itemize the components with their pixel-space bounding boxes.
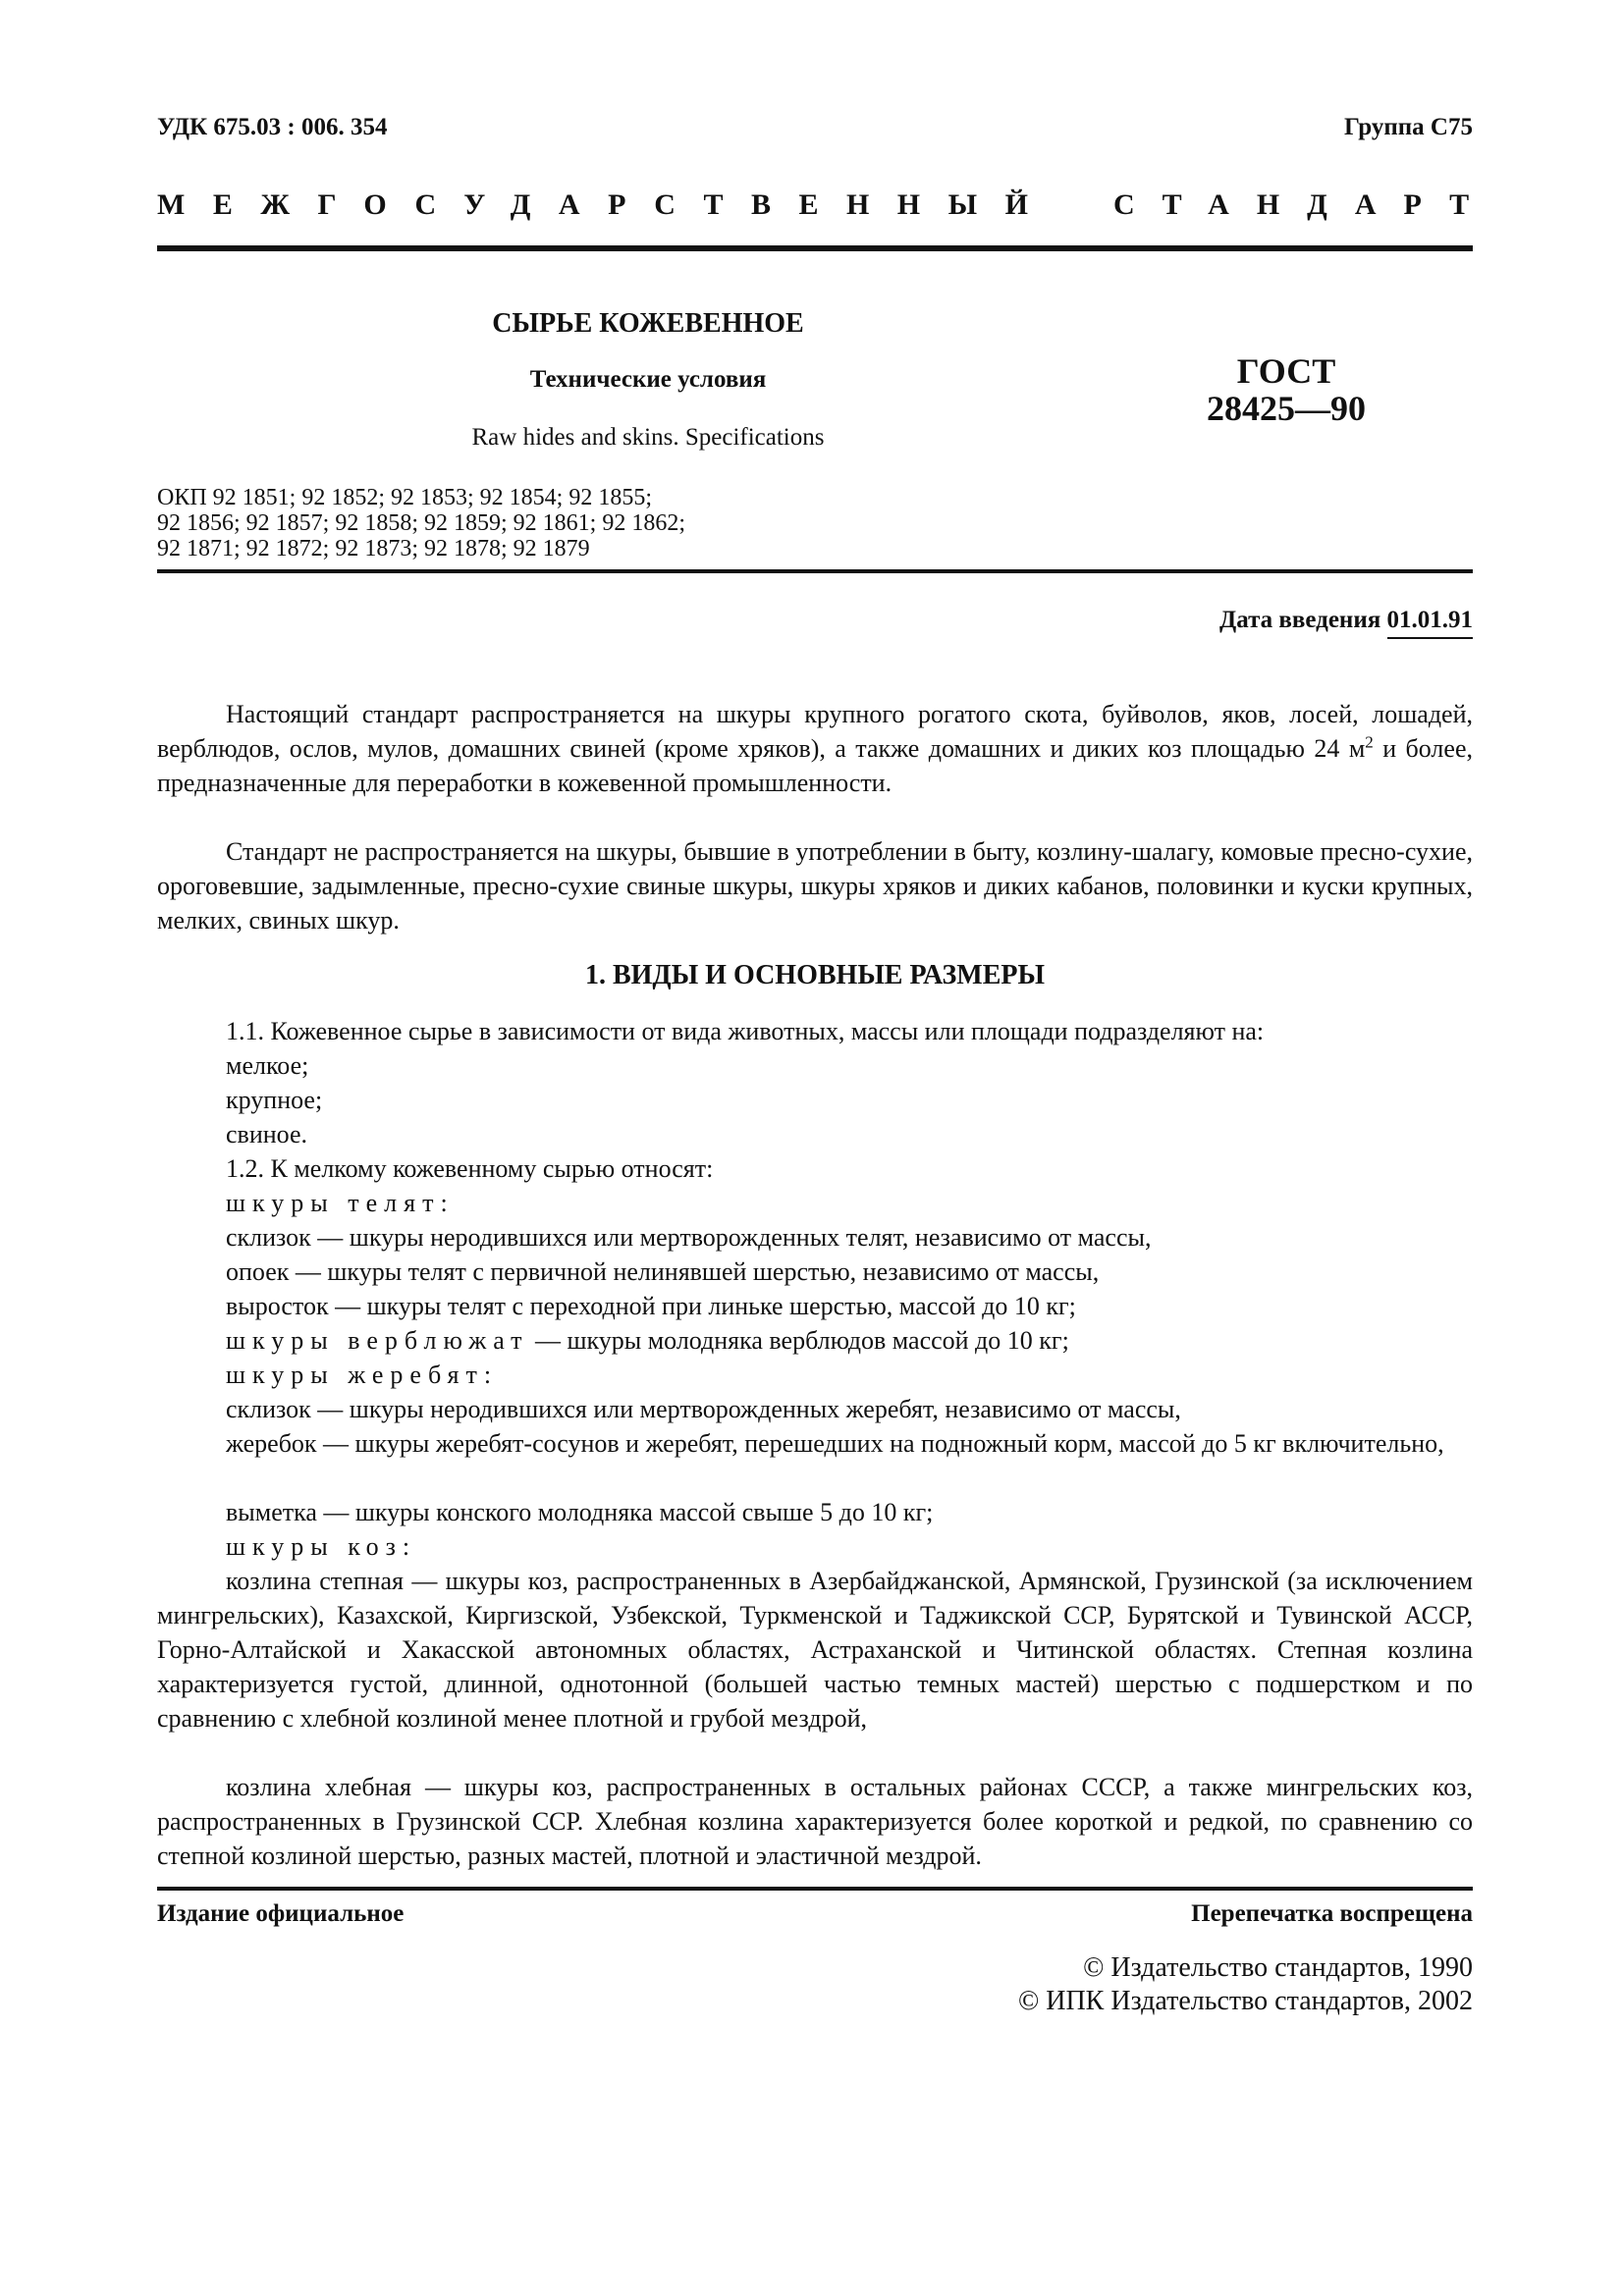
reprint-prohibited: Перепечатка воспрещена (1191, 1900, 1473, 1927)
title-rule (157, 569, 1473, 573)
gost-number: 28425—90 (1207, 389, 1366, 428)
date-label: Дата введения (1219, 607, 1381, 633)
intro-text: и более, предназначенные для переработки в кожевенной промышленности. (157, 734, 1473, 797)
paragraph-zherebok: жеребок — шкуры жеребят-сосунов и жеребят, перешедших на подножный корм, массой до 5 кг включительно, (226, 1429, 1444, 1458)
category-foals: шкуры жеребят: (226, 1361, 499, 1389)
paragraph-steppe-goat: козлина степная — шкуры коз, распространенных в Азербайджанской, Армянской, Грузинской (за исключением мингрельских), Казахской, Киргизской, Узбекской, Туркменской и Таджикской ССР, Бурятской и Тувинской АССР, Горно-Алтайской и Хакасской автономных областях, Астраханской и Читинской областях. Степная козлина характеризуется густой, длинной, однотонной (большей частью темных мастей) шерстью с подшерстком и по сравнению с хлебной козлиной менее плотной и грубой мездрой, (157, 1567, 1473, 1733)
list-item: мелкое; (226, 1051, 309, 1080)
intro-paragraph-2: Стандарт не распространяется на шкуры, бывшие в употреблении в быту, козлину-шалагу, комовые пресно-сухие, ороговевшие, задымленные, пресно-сухие свиные шкуры, шкуры хряков и диких кабанов, половинки и куски крупных, мелких, свиных шкур. (157, 837, 1473, 934)
category-goats: шкуры коз: (226, 1532, 417, 1561)
okp-line: 92 1871; 92 1872; 92 1873; 92 1878; 92 1879 (157, 536, 590, 561)
series-left: МЕЖГОСУДАРСТВЕННЫЙ (157, 188, 1056, 221)
superscript: 2 (1365, 732, 1374, 752)
copyright-line: © ИПК Издательство стандартов, 2002 (1017, 1986, 1473, 2016)
section-heading: 1. ВИДЫ И ОСНОВНЫЕ РАЗМЕРЫ (584, 960, 1046, 990)
okp-line: 92 1856; 92 1857; 92 1858; 92 1859; 92 1861; 92 1862; (157, 510, 686, 536)
list-item: свиное. (226, 1120, 308, 1148)
official-edition: Издание официальное (157, 1900, 405, 1927)
list-item: выметка — шкуры конского молодняка массой свыше 5 до 10 кг; (226, 1498, 934, 1526)
list-item: склизок — шкуры неродившихся или мертворожденных жеребят, независимо от массы, (226, 1395, 1181, 1423)
clause-1-2: 1.2. К мелкому кожевенному сырью относят: (226, 1154, 714, 1183)
intro-paragraph-1 (157, 697, 1473, 800)
spaced-term: шкуры верблюжат (226, 1326, 529, 1355)
term-definition: — шкуры молодняка верблюдов массой до 10 кг; (528, 1326, 1069, 1355)
intro-text: Настоящий стандарт распространяется на шкуры крупного рогатого скота, буйволов, яков, лосей, лошадей, верблюдов, ослов, мулов, домашних свиней (кроме хряков), а также домашних и диких коз площадью 24 м (157, 700, 1473, 763)
list-item: выросток — шкуры телят с переходной при линьке шерстью, массой до 10 кг; (226, 1292, 1076, 1320)
group-code: Группа С75 (1343, 114, 1473, 140)
document-title: СЫРЬЕ КОЖЕВЕННОЕ (492, 308, 804, 339)
list-item: склизок — шкуры неродившихся или мертворожденных телят, независимо от массы, (226, 1223, 1152, 1252)
category-camels (226, 1323, 1069, 1358)
introduction-date (1219, 607, 1473, 634)
list-item: опоек — шкуры телят с первичной нелинявшей шерстью, независимо от массы, (226, 1257, 1100, 1286)
clause-1-1: 1.1. Кожевенное сырье в зависимости от вида животных, массы или площади подразделяют на: (226, 1017, 1265, 1045)
udk-code: УДК 675.03 : 006. 354 (157, 114, 388, 140)
okp-codes (157, 485, 685, 561)
header-rule (157, 245, 1473, 251)
date-value: 01.01.91 (1387, 607, 1474, 639)
footer-rule (157, 1887, 1473, 1891)
okp-line: ОКП 92 1851; 92 1852; 92 1853; 92 1854; 92 1855; (157, 485, 653, 510)
paragraph-grain-goat: козлина хлебная — шкуры коз, распространенных в остальных районах СССР, а также мингрельских коз, распространенных в Грузинской ССР. Хлебная козлина характеризуется более короткой и редкой, по сравнению со степной козлиной шерстью, разных мастей, плотной и эластичной мездрой. (157, 1773, 1473, 1870)
list-item: крупное; (226, 1086, 323, 1114)
document-subtitle: Технические условия (529, 366, 767, 393)
series-right: СТАНДАРТ (1113, 188, 1497, 221)
english-title: Raw hides and skins. Specifications (471, 424, 825, 451)
copyright-block (1018, 1951, 1473, 2018)
gost-label: ГОСТ (1236, 351, 1336, 391)
copyright-line: © Издательство стандартов, 1990 (1083, 1952, 1473, 1983)
category-calves: шкуры телят: (226, 1189, 455, 1217)
